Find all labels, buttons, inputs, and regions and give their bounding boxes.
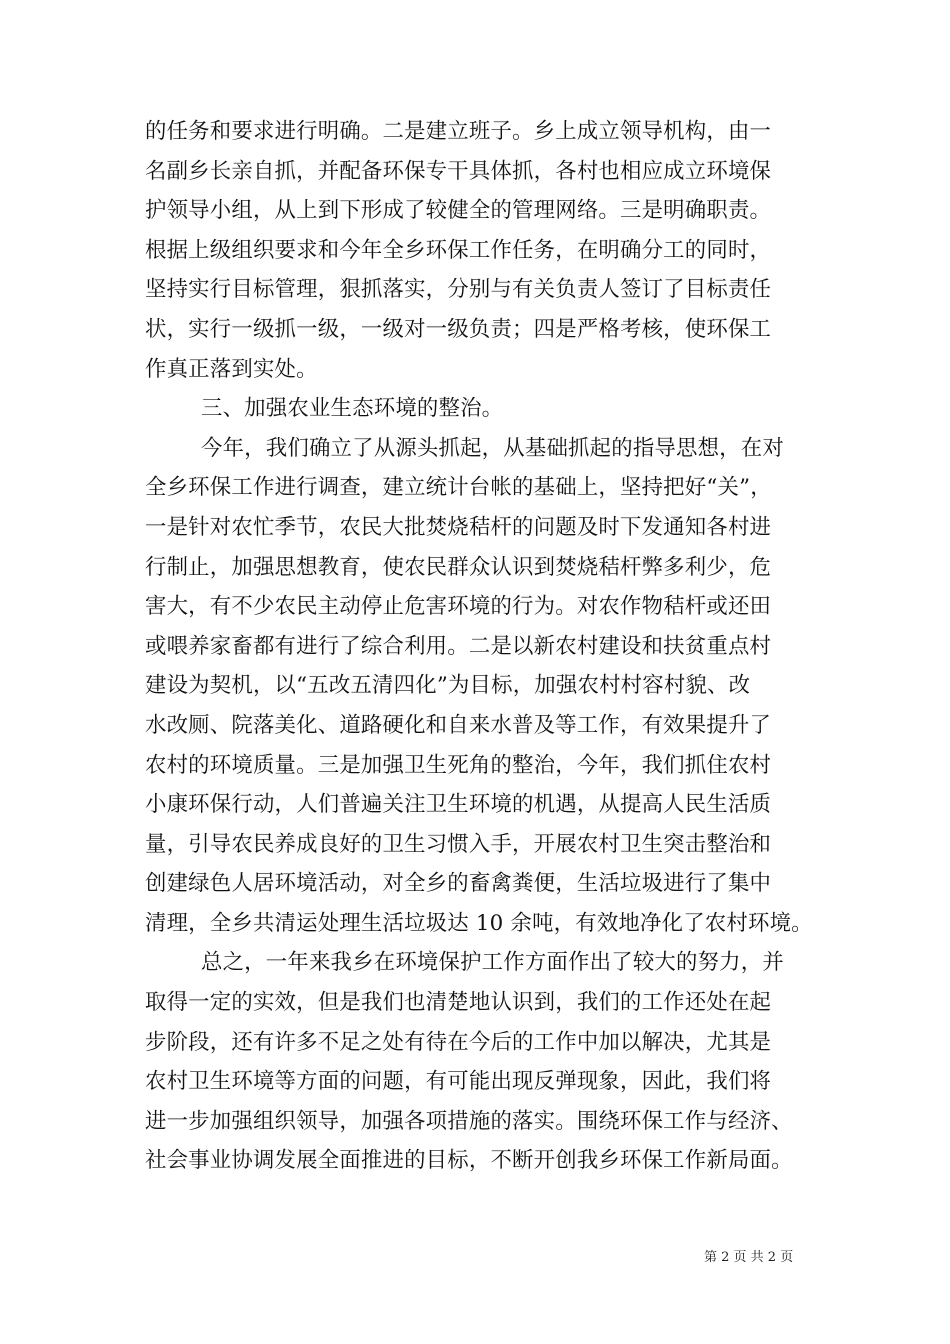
text-line: 农村的环境质量。三是加强卫生死角的整治，今年，我们抓住农村 — [145, 752, 772, 778]
text-line: 害大，有不少农民主动停止危害环境的行为。对农作物秸杆或还田 — [145, 594, 772, 620]
text-line: 根据上级组织要求和今年全乡环保工作任务，在明确分工的同时， — [145, 237, 772, 263]
text-line: 或喂养家畜都有进行了综合利用。二是以新农村建设和扶贫重点村 — [145, 633, 772, 659]
text-line: 今年，我们确立了从源头抓起，从基础抓起的指导思想，在对 — [201, 435, 784, 461]
text-line: 进一步加强组织领导，加强各项措施的落实。围绕环保工作与经济、 — [145, 1108, 793, 1134]
text-line: 社会事业协调发展全面推进的目标，不断开创我乡环保工作新局面。 — [145, 1148, 793, 1174]
text-line: 名副乡长亲自抓，并配备环保专干具体抓，各村也相应成立环境保 — [145, 158, 772, 184]
page-number: 第 2 页 共 2 页 — [704, 1250, 794, 1265]
text-line: 小康环保行动，人们普遍关注卫生环境的机遇，从提高人民生活质 — [145, 792, 772, 818]
text-line: 三、加强农业生态环境的整治。 — [201, 396, 504, 422]
text-line: 建设为契机，以“五改五清四化”为目标，加强农村村容村貌、改 — [145, 673, 751, 699]
text-line: 水改厕、院落美化、道路硬化和自来水普及等工作，有效果提升了 — [145, 712, 772, 738]
text-line: 清理，全乡共清运处理生活垃圾达 10 余吨，有效地净化了农村环境。 — [145, 910, 813, 936]
text-line: 作真正落到实处。 — [145, 356, 318, 382]
text-line: 取得一定的实效，但是我们也清楚地认识到，我们的工作还处在起 — [145, 990, 772, 1016]
text-line: 一是针对农忙季节，农民大批焚烧秸杆的问题及时下发通知各村进 — [145, 514, 772, 540]
text-line: 的任务和要求进行明确。二是建立班子。乡上成立领导机构，由一 — [145, 119, 772, 144]
text-line: 全乡环保工作进行调查，建立统计台帐的基础上，坚持把好“关”， — [145, 475, 772, 501]
text-line: 量，引导农民养成良好的卫生习惯入手，开展农村卫生突击整治和 — [145, 831, 772, 857]
text-line: 步阶段，还有许多不足之处有待在今后的工作中加以解决，尤其是 — [145, 1029, 772, 1055]
text-line: 护领导小组，从上到下形成了较健全的管理网络。三是明确职责。 — [145, 198, 772, 224]
document-body — [145, 112, 825, 1181]
text-line: 状，实行一级抓一级，一级对一级负责；四是严格考核，使环保工 — [145, 316, 772, 342]
text-line: 农村卫生环境等方面的问题，有可能出现反弹现象，因此，我们将 — [145, 1069, 772, 1095]
text-line: 坚持实行目标管理，狠抓落实，分别与有关负责人签订了目标责任 — [145, 277, 772, 303]
text-line: 创建绿色人居环境活动，对全乡的畜禽粪便，生活垃圾进行了集中 — [145, 871, 772, 897]
text-line: 总之，一年来我乡在环境保护工作方面作出了较大的努力，并 — [201, 950, 784, 976]
text-line: 行制止，加强思想教育，使农民群众认识到焚烧秸杆弊多利少，危 — [145, 554, 772, 580]
